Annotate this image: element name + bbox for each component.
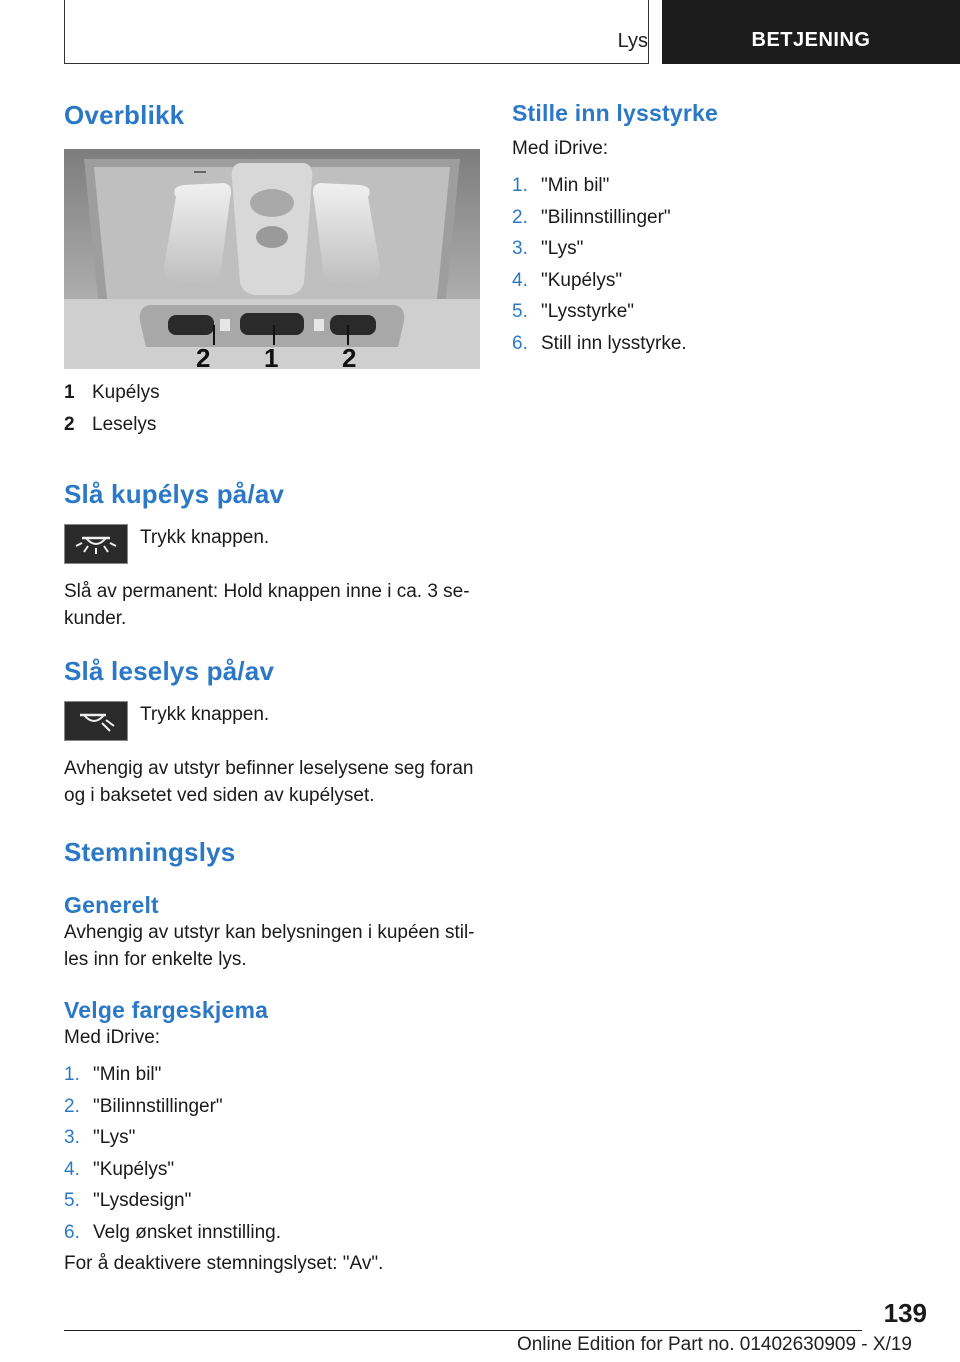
step-text: "Kupélys" <box>541 269 623 291</box>
overview-heading: Overblikk <box>64 100 185 130</box>
step-text: "Bilinnstillinger" <box>541 206 671 228</box>
note-line: kunder. <box>64 608 127 629</box>
step-text: Still inn lysstyrke. <box>541 332 687 354</box>
step-text: "Kupélys" <box>93 1158 175 1180</box>
step-text: "Min bil" <box>541 175 610 196</box>
section-title: Lys <box>617 30 648 52</box>
note-line: Slå av permanent: Hold knappen inne i ca. 3 se- <box>64 581 470 602</box>
list-item <box>64 1154 480 1186</box>
page-number: 139 <box>883 1298 927 1328</box>
reading-light-instruction <box>64 701 480 741</box>
legend-label: Leselys <box>92 414 157 435</box>
deactivate-text: For å deaktivere stemningslyset: "Av". <box>64 1253 384 1274</box>
step-text: "Lysstyrke" <box>541 301 635 322</box>
step-number: 4. <box>512 269 528 291</box>
list-item <box>64 1122 480 1154</box>
step-number: 6. <box>64 1221 80 1243</box>
left-column <box>64 100 480 1277</box>
step-text: "Lysdesign" <box>93 1190 192 1211</box>
step-number: 2. <box>512 206 528 228</box>
step-number: 5. <box>64 1190 80 1211</box>
brightness-heading: Stille inn lysstyrke <box>512 100 718 126</box>
list-item <box>64 1185 480 1217</box>
color-scheme-subheading: Velge fargeskjema <box>64 997 269 1023</box>
footer-divider <box>64 1330 862 1331</box>
step-number: 4. <box>64 1158 80 1180</box>
step-number: 1. <box>512 175 528 196</box>
reading-light-icon <box>64 701 128 741</box>
ambient-light-heading: Stemningslys <box>64 837 236 867</box>
legend-number: 1 <box>64 382 75 403</box>
step-text: "Lys" <box>93 1127 136 1148</box>
press-button-text: Trykk knappen. <box>140 527 270 548</box>
list-item <box>512 296 912 328</box>
overhead-console-illustration <box>64 149 480 369</box>
interior-light-instruction <box>64 524 480 564</box>
photo-legend <box>64 377 480 441</box>
step-number: 1. <box>64 1064 80 1085</box>
color-steps-list <box>64 1059 480 1248</box>
photo-label-right: 2 <box>342 343 357 369</box>
right-column <box>512 100 912 359</box>
text-line: Avhengig av utstyr kan belysningen i kupéen stil- <box>64 922 475 943</box>
step-number: 2. <box>64 1095 80 1117</box>
note-line: og i baksetet ved siden av kupélyset. <box>64 785 375 806</box>
list-item <box>64 1091 480 1123</box>
overhead-console-photo <box>64 149 480 369</box>
legend-number: 2 <box>64 414 75 435</box>
dome-light-icon <box>64 524 128 564</box>
color-intro: Med iDrive: <box>64 1027 161 1048</box>
interior-light-note <box>64 578 480 632</box>
reading-light-heading: Slå leselys på/av <box>64 656 275 686</box>
step-text: Velg ønsket innstilling. <box>93 1221 281 1243</box>
photo-label-center: 1 <box>264 343 279 369</box>
step-number: 3. <box>512 238 528 259</box>
step-text: "Min bil" <box>93 1064 162 1085</box>
interior-light-heading: Slå kupélys på/av <box>64 479 285 509</box>
list-item <box>512 233 912 265</box>
step-number: 5. <box>512 301 528 322</box>
list-item <box>512 202 912 234</box>
general-text <box>64 919 480 973</box>
step-text: "Bilinnstillinger" <box>93 1095 223 1117</box>
list-item <box>64 1059 480 1091</box>
chapter-title: BETJENING <box>751 29 871 51</box>
step-number: 6. <box>512 332 528 354</box>
list-item <box>512 328 912 360</box>
general-subheading: Generelt <box>64 892 159 918</box>
step-text: "Lys" <box>541 238 584 259</box>
press-button-text: Trykk knappen. <box>140 704 270 725</box>
brightness-intro: Med iDrive: <box>512 138 609 159</box>
reading-light-note <box>64 755 480 809</box>
legend-item <box>64 377 480 409</box>
list-item <box>512 170 912 202</box>
edition-text: Online Edition for Part no. 01402630909 - X/19 <box>516 1334 912 1355</box>
chapter-tab <box>662 0 960 64</box>
photo-label-left: 2 <box>196 343 211 369</box>
text-line: les inn for enkelte lys. <box>64 949 247 970</box>
legend-label: Kupélys <box>92 382 160 403</box>
note-line: Avhengig av utstyr befinner leselysene seg foran <box>64 758 474 779</box>
step-number: 3. <box>64 1127 80 1148</box>
list-item <box>64 1217 480 1249</box>
legend-item <box>64 409 480 441</box>
header-frame <box>64 0 649 64</box>
list-item <box>512 265 912 297</box>
brightness-steps-list <box>512 170 912 359</box>
